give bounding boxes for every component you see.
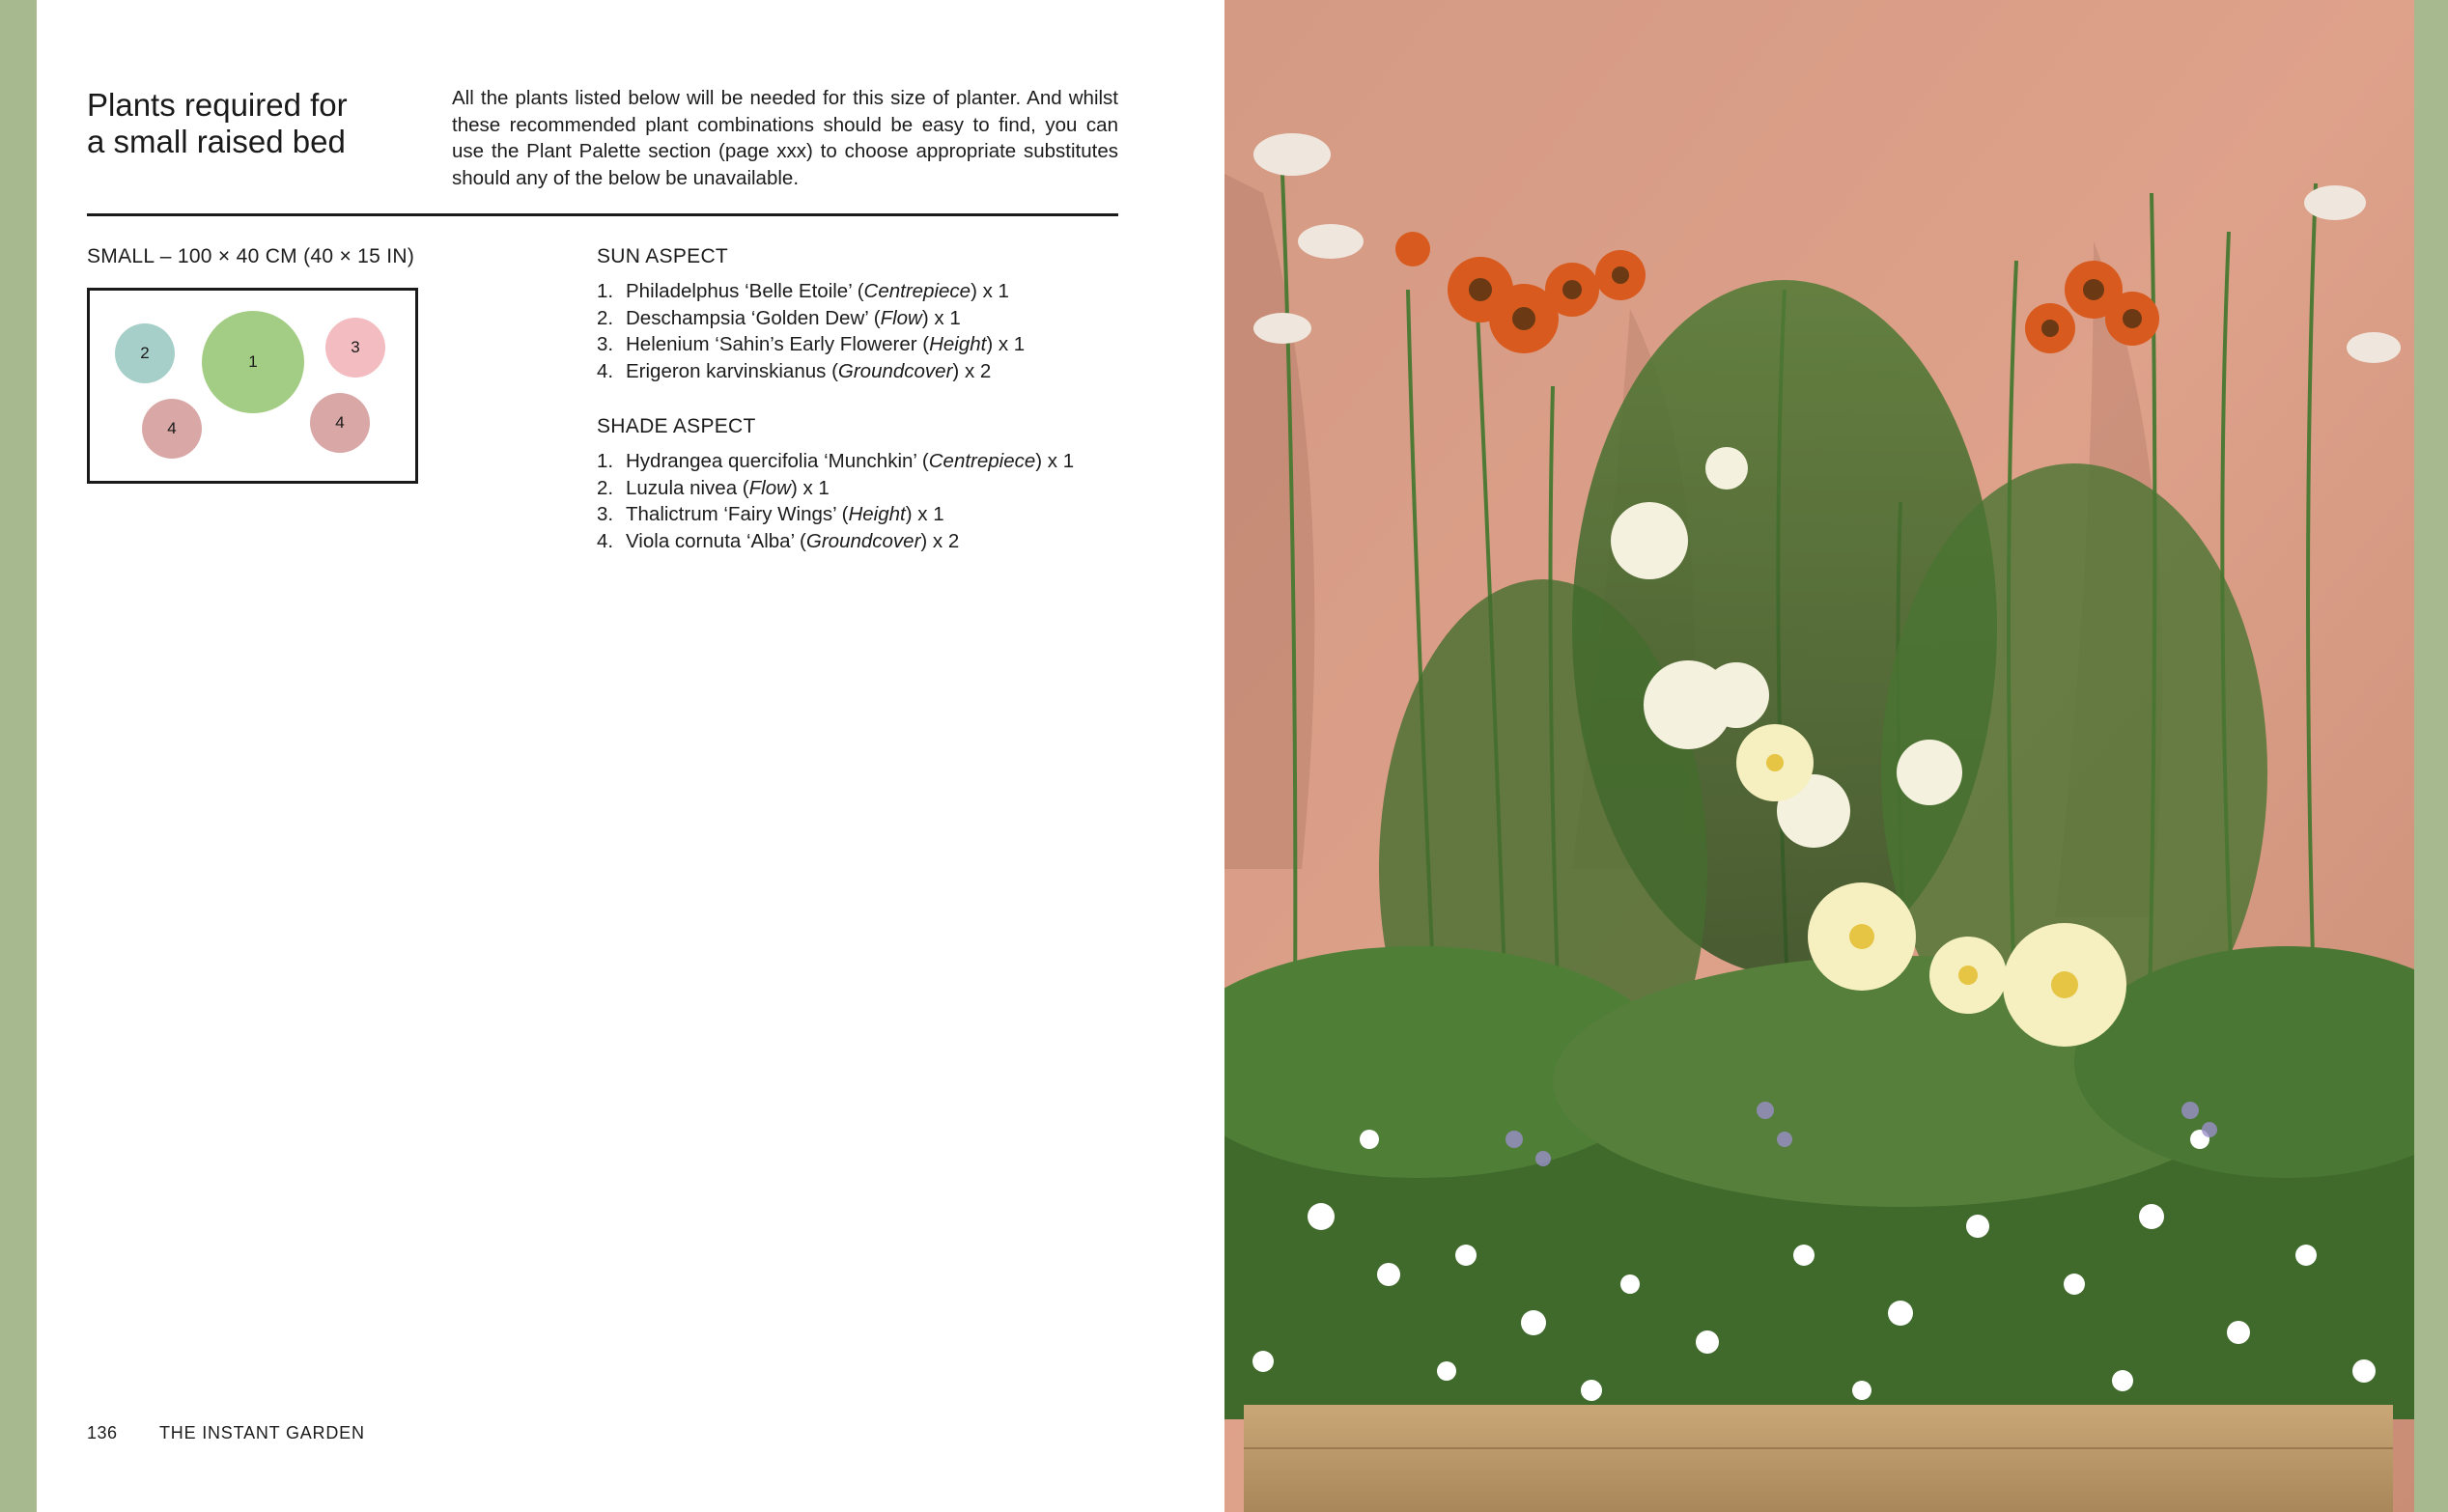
plant-role: Centrepiece	[863, 280, 971, 302]
plant-quantity: ) x 1	[971, 280, 1009, 302]
item-number: 1.	[597, 280, 614, 302]
plant-role: Groundcover	[837, 359, 953, 382]
plant-quantity: ) x 2	[952, 359, 992, 382]
divider-rule	[87, 213, 1118, 216]
running-title: THE INSTANT GARDEN	[159, 1423, 365, 1442]
plant-name: Thalictrum ‘Fairy Wings’ (	[626, 503, 849, 525]
list-item	[597, 501, 1118, 528]
raised-bed-timber	[1244, 1405, 2393, 1512]
plant-circle-3: 3	[325, 318, 385, 378]
plant-circle-2: 2	[115, 323, 175, 383]
plant-name: Philadelphus ‘Belle Etoile’ (	[626, 280, 864, 302]
planter-diagram	[87, 288, 418, 484]
plant-name: Deschampsia ‘Golden Dew’ (	[626, 306, 881, 329]
item-number: 2.	[597, 476, 614, 499]
sun-aspect-heading: SUN ASPECT	[597, 245, 729, 267]
plant-name: Hydrangea quercifolia ‘Munchkin’ (	[626, 450, 929, 472]
list-item	[597, 528, 1118, 555]
plant-role: Groundcover	[805, 529, 921, 552]
page-title	[87, 87, 415, 160]
title-line-2: a small raised bed	[87, 124, 346, 159]
plant-circle-4-right: 4	[310, 393, 370, 453]
plant-role: Height	[848, 503, 906, 525]
plant-quantity: ) x 1	[790, 476, 830, 499]
sun-plant-list	[597, 278, 1118, 384]
list-item	[597, 278, 1118, 305]
sun-aspect-section	[597, 245, 1118, 384]
garden-photo	[1224, 0, 2414, 1512]
item-number: 4.	[597, 359, 614, 382]
item-number: 3.	[597, 503, 614, 525]
plant-name: Luzula nivea (	[626, 476, 749, 499]
plant-quantity: ) x 1	[905, 503, 944, 525]
plant-circle-4-left: 4	[142, 399, 202, 459]
plant-name: Helenium ‘Sahin’s Early Flowerer (	[626, 333, 930, 355]
item-number: 1.	[597, 450, 614, 472]
list-item	[597, 475, 1118, 502]
list-item	[597, 358, 1118, 385]
plant-quantity: ) x 1	[921, 306, 961, 329]
garden-photo-illustration	[1224, 0, 2414, 1512]
item-number: 2.	[597, 306, 614, 329]
plant-role: Height	[929, 333, 987, 355]
plant-quantity: ) x 1	[986, 333, 1026, 355]
plant-role: Flow	[880, 306, 922, 329]
plant-quantity: ) x 2	[920, 529, 960, 552]
plant-name: Erigeron karvinskianus (	[626, 359, 838, 382]
plant-quantity: ) x 1	[1035, 450, 1075, 472]
plant-name: Viola cornuta ‘Alba’ (	[626, 529, 806, 552]
title-line-1: Plants required for	[87, 87, 348, 123]
page-edge-band	[2414, 0, 2448, 1512]
left-page	[37, 0, 1224, 1512]
page-number: 136	[87, 1423, 118, 1442]
list-item	[597, 448, 1118, 475]
shade-aspect-heading: SHADE ASPECT	[597, 415, 756, 437]
plant-circle-1: 1	[202, 311, 304, 413]
shade-plant-list	[597, 448, 1118, 554]
shade-aspect-section	[597, 415, 1118, 554]
list-item	[597, 331, 1118, 358]
planter-size-label: SMALL – 100 × 40 CM (40 × 15 IN)	[87, 245, 415, 267]
item-number: 4.	[597, 529, 614, 552]
list-item	[597, 305, 1118, 332]
plant-role: Centrepiece	[928, 450, 1036, 472]
item-number: 3.	[597, 333, 614, 355]
intro-paragraph: All the plants listed below will be needed for this size of planter. And whilst these recommended plant combinations should be easy to find, you can use the Plant Palette section (page xxx) to choose appropriate substitutes should any of the below be unavailable.	[452, 87, 1118, 189]
plant-role: Flow	[748, 476, 791, 499]
